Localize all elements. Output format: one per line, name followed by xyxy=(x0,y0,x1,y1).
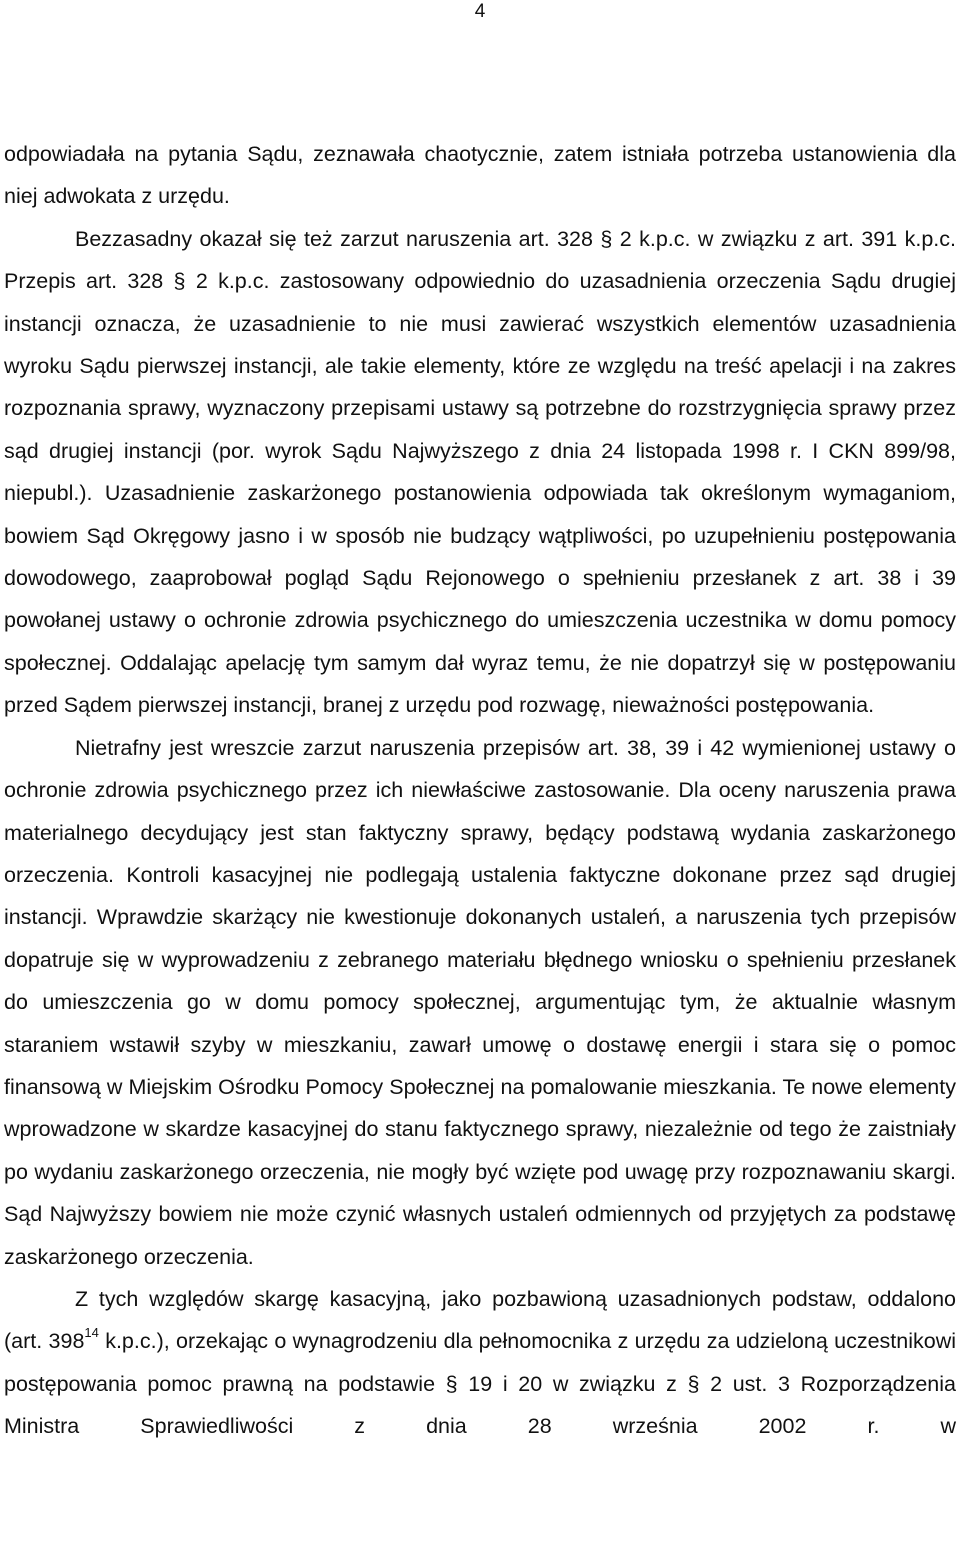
document-body xyxy=(4,133,956,1448)
paragraph-4-text-before-footnote: Z tych względów skargę kasacyjną, jako pozbawioną uzasadnionych podstaw, oddalono (art. 398 xyxy=(4,1286,956,1354)
article-superscript: 14 xyxy=(84,1325,99,1341)
paragraph-2: Bezzasadny okazał się też zarzut naruszenia art. 328 § 2 k.p.c. w związku z art. 391 k.p.c. Przepis art. 328 § 2 k.p.c. zastosowany odpowiednio do uzasadnienia orzeczenia Sądu drugiej instancji oznacza, że uzasadnienie to nie musi zawierać wszystkich elementów uzasadnienia wyroku Sądu pierwszej instancji, ale takie elementy, które ze względu na treść apelacji i na zakres rozpoznania sprawy, wyznaczony przepisami ustawy są potrzebne do rozstrzygnięcia sprawy przez sąd drugiej instancji (por. wyrok Sądu Najwyższego z dnia 24 listopada 1998 r. I CKN 899/98, niepubl.). Uzasadnienie zaskarżonego postanowienia odpowiada tak określonym wymaganiom, bowiem Sąd Okręgowy jasno i w sposób nie budzący wątpliwości, po uzupełnieniu postępowania dowodowego, zaaprobował pogląd Sądu Rejonowego o spełnieniu przesłanek z art. 38 i 39 powołanej ustawy o ochronie zdrowia psychicznego do umieszczenia uczestnika w domu pomocy społecznej. Oddalając apelację tym samym dał wyraz temu, że nie dopatrzył się w postępowaniu przed Sądem pierwszej instancji, branej z urzędu pod rozwagę, nieważności postępowania. xyxy=(4,226,956,718)
paragraph-4 xyxy=(4,1278,956,1448)
paragraph-1: odpowiadała na pytania Sądu, zeznawała chaotycznie, zatem istniała potrzeba ustanowienia dla niej adwokata z urzędu. xyxy=(4,142,956,209)
paragraph-4-text-after-footnote: k.p.c.), orzekając o wynagrodzeniu dla pełnomocnika z urzędu za udzieloną uczestnikowi postępowania pomoc prawną na podstawie § 19 i 20 w związku z § 2 ust. 3 Rozporządzenia Ministra Sprawiedliwości z dnia 28 września 2002 r. w xyxy=(4,1329,956,1439)
page-number: 4 xyxy=(474,1,486,22)
paragraph-3: Nietrafny jest wreszcie zarzut naruszenia przepisów art. 38, 39 i 42 wymienionej ustawy o ochronie zdrowia psychicznego przez ich niewłaściwe zastosowanie. Dla oceny naruszenia prawa materialnego decydujący jest stan faktyczny sprawy, będący podstawą wydania zaskarżonego orzeczenia. Kontroli kasacyjnej nie podlegają ustalenia faktyczne dokonane przez sąd drugiej instancji. Wprawdzie skarżący nie kwestionuje dokonanych ustaleń, a naruszenia tych przepisów dopatruje się w wyprowadzeniu z zebranego materiału błędnego wniosku o spełnieniu przesłanek do umieszczenia go w domu pomocy społecznej, argumentując tym, że aktualnie własnym staraniem wstawił szyby w mieszkaniu, zawarł umowę o dostawę energii i stara się o pomoc finansową w Miejskim Ośrodku Pomocy Społecznej na pomalowanie mieszkania. Te nowe elementy wprowadzone w skardze kasacyjnej do stanu faktycznego sprawy, niezależnie od tego że zaistniały po wydaniu zaskarżonego orzeczenia, nie mogły być wzięte pod uwagę przy rozpoznawaniu skargi. Sąd Najwyższy bowiem nie może czynić własnych ustaleń odmiennych od przyjętych za podstawę zaskarżonego orzeczenia. xyxy=(4,735,956,1269)
